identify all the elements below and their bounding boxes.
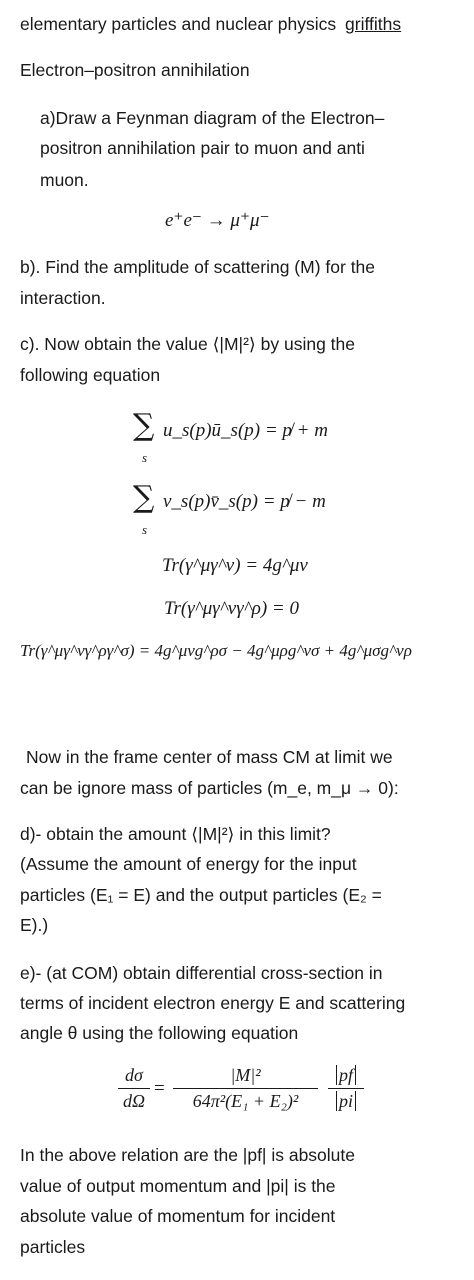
part-d-line4: E).) xyxy=(20,915,49,935)
part-c-line2: following equation xyxy=(20,365,161,385)
part-b-line2: interaction. xyxy=(20,288,106,308)
equals-sign: = xyxy=(154,1078,165,1099)
document-header xyxy=(20,13,401,35)
rhs-fraction xyxy=(173,1065,318,1112)
lhs-numerator: dσ xyxy=(125,1065,143,1085)
cm-line2: can be ignore mass of particles (m_e, m_μ → 0): xyxy=(20,778,399,798)
momentum-ratio xyxy=(328,1065,364,1112)
part-a-line2: positron annihilation pair to muon and anti xyxy=(40,138,365,158)
closing-line4: particles xyxy=(20,1237,86,1257)
part-a-line1: a)Draw a Feynman diagram of the Electron– xyxy=(40,108,385,128)
sum-index-v: s xyxy=(142,522,148,537)
part-d-line1: d)- obtain the amount ⟨|M|²⟩ in this limit? xyxy=(20,824,331,844)
part-a-line3: muon. xyxy=(40,170,89,190)
cm-line1: Now in the frame center of mass CM at limit we xyxy=(26,747,393,767)
reaction-text: e⁺e⁻ → μ⁺μ⁻ xyxy=(165,210,270,231)
section-title: Electron–positron annihilation xyxy=(20,60,250,80)
sum-symbol-v: ∑ xyxy=(133,480,155,515)
closing-line3: absolute value of momentum for incident xyxy=(20,1206,336,1226)
part-c-line1: c). Now obtain the value ⟨|M|²⟩ by using the xyxy=(20,334,355,354)
trace-three-gamma: Tr(γ^μγ^νγ^ρ) = 0 xyxy=(164,598,299,619)
lhs-denominator: dΩ xyxy=(122,1091,146,1111)
part-d-line2: (Assume the amount of energy for the input xyxy=(20,854,357,874)
closing-line1: In the above relation are the |pf| is absolute xyxy=(20,1145,356,1165)
ratio-numerator: pf xyxy=(336,1065,356,1085)
part-d-line3: particles (E₁ = E) and the output particles (E₂ = xyxy=(20,885,382,905)
lhs-fraction-bar xyxy=(118,1088,150,1089)
rhs-numerator: |M|² xyxy=(230,1065,261,1085)
rhs-denominator: 64π²(E₁ + E₂)² xyxy=(192,1091,299,1111)
sum-index-u: s xyxy=(142,450,148,465)
part-b-line1: b). Find the amplitude of scattering (M) for the xyxy=(20,257,376,277)
ratio-denominator: pi xyxy=(336,1091,356,1111)
trace-two-gamma: Tr(γ^μγ^ν) = 4g^μν xyxy=(162,555,308,576)
part-e-line1: e)- (at COM) obtain differential cross-section in xyxy=(20,963,383,983)
lhs-fraction xyxy=(118,1065,150,1112)
trace-four-gamma: Tr(γ^μγ^νγ^ργ^σ) = 4g^μνg^ρσ − 4g^μρg^νσ + 4g^μσg^νρ xyxy=(20,641,412,660)
header-text: elementary particles and nuclear physics xyxy=(20,14,337,34)
reaction-equation xyxy=(165,209,270,232)
ratio-fraction-bar xyxy=(328,1088,364,1089)
sum-u-text: u_s(p)ū_s(p) = p̸ + m xyxy=(163,420,328,441)
griffiths-link[interactable]: griffiths xyxy=(345,14,402,34)
part-e-line2: terms of incident electron energy E and scattering xyxy=(20,993,406,1013)
sum-symbol-u: ∑ xyxy=(133,408,155,443)
closing-line2: value of output momentum and |pi| is the xyxy=(20,1176,336,1196)
part-e-line3: angle θ using the following equation xyxy=(20,1023,299,1043)
rhs-fraction-bar xyxy=(173,1088,318,1089)
sum-v-text: v_s(p)v̄_s(p) = p̸ − m xyxy=(163,491,326,512)
